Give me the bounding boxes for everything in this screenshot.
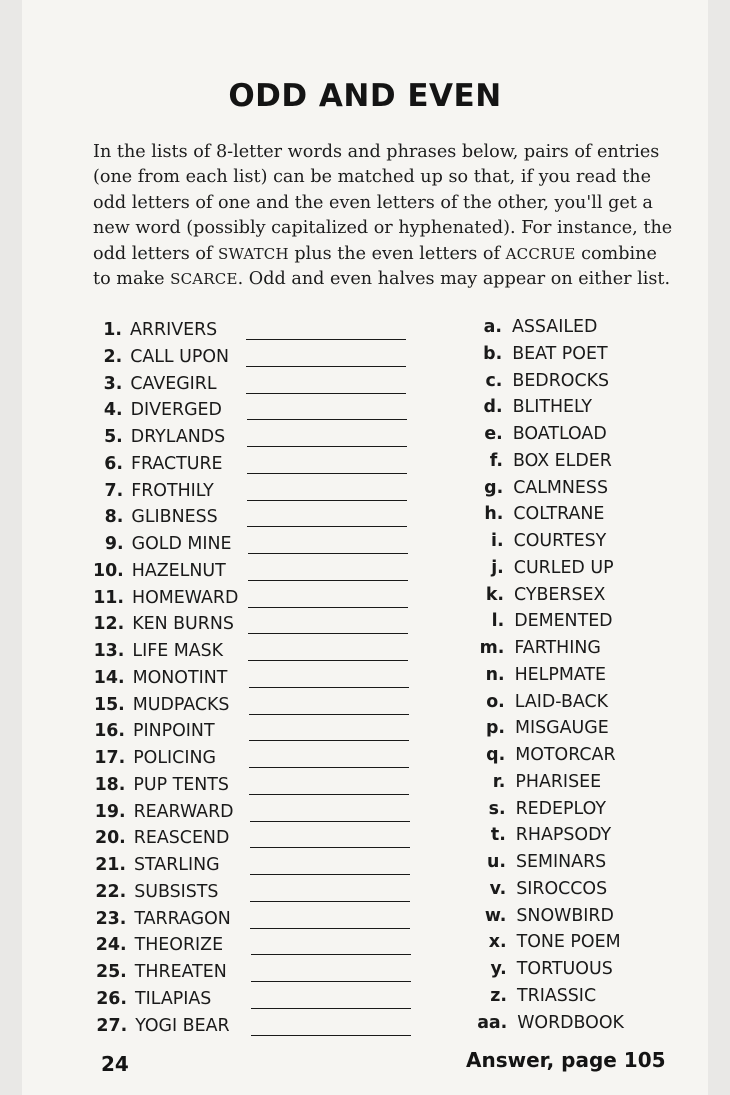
intro-line [93, 267, 671, 292]
item-letter: r. [492, 771, 506, 792]
item-word: THEORIZE [134, 935, 224, 956]
item-word: MISGAUGE [515, 718, 609, 739]
item-word: REARWARD [133, 801, 234, 822]
item-letter: m. [479, 638, 505, 658]
left-list-item [85, 668, 425, 694]
right-list-item [475, 772, 675, 798]
item-word: STARLING [134, 855, 220, 875]
item-number: 27. [96, 1015, 128, 1036]
left-list-item [87, 962, 427, 988]
item-letter: e. [484, 424, 503, 444]
item-letter: v. [489, 878, 507, 899]
example-word: ACCRUE [505, 244, 576, 263]
item-number: 19. [94, 801, 126, 822]
right-list-item [473, 478, 673, 504]
item-word: LAID-BACK [514, 691, 609, 712]
left-list-item [85, 775, 425, 801]
right-list-item [474, 638, 674, 664]
left-list-item [83, 400, 423, 426]
item-number: 26. [96, 988, 127, 1009]
intro-line: odd letters of one and the even letters of the other, you'll get a [93, 192, 653, 213]
item-letter: n. [485, 664, 505, 685]
intro-line: (one from each list) can be matched up so that, if you read the [93, 167, 652, 188]
answer-blank[interactable] [246, 339, 406, 340]
left-list-item [82, 347, 422, 373]
right-list-item [476, 906, 676, 932]
intro-text: . Odd and even halves may appear on either list. [237, 269, 671, 290]
item-number: 10. [92, 560, 124, 581]
item-word: REDEPLOY [515, 798, 606, 819]
answer-blank[interactable] [247, 473, 407, 474]
right-list-item [472, 371, 672, 397]
item-word: CALMNESS [513, 477, 608, 498]
item-number: 5. [104, 427, 123, 447]
left-list-item [82, 374, 422, 400]
left-list-item [87, 989, 427, 1015]
item-letter: l. [491, 611, 505, 632]
answer-blank[interactable] [251, 954, 411, 955]
item-number: 12. [93, 614, 125, 635]
item-word: CALL UPON [130, 346, 230, 367]
answer-blank[interactable] [251, 1035, 411, 1036]
item-word: ARRIVERS [130, 320, 218, 340]
item-number: 2. [103, 346, 123, 367]
left-list-item [84, 614, 424, 640]
item-word: SEMINARS [516, 852, 607, 872]
item-letter: g. [484, 477, 504, 498]
right-list-item [476, 852, 676, 878]
right-list-item [477, 986, 677, 1012]
answer-blank[interactable] [250, 928, 410, 929]
answer-blank[interactable] [251, 1008, 411, 1009]
item-word: GOLD MINE [131, 534, 232, 554]
page-number: 24 [101, 1052, 129, 1076]
item-letter: i. [491, 531, 504, 551]
item-word: FROTHILY [131, 480, 214, 501]
right-list-item [472, 317, 672, 343]
left-list-item [84, 588, 424, 614]
right-list-item [474, 585, 674, 611]
item-word: YOGI BEAR [135, 1015, 230, 1036]
item-word: SIROCCOS [516, 878, 608, 899]
item-number: 7. [104, 480, 124, 501]
answer-blank[interactable] [248, 607, 408, 608]
answer-blank[interactable] [250, 821, 410, 822]
item-word: SUBSISTS [134, 881, 219, 902]
item-letter: p. [485, 718, 505, 739]
item-word: PUP TENTS [133, 774, 229, 795]
answer-blank[interactable] [246, 393, 406, 394]
left-list-item [84, 641, 424, 667]
item-word: BLITHELY [512, 397, 593, 418]
answer-blank[interactable] [247, 419, 407, 420]
right-list-item [476, 879, 676, 905]
item-letter: a. [483, 317, 502, 337]
right-list-item [477, 1013, 677, 1039]
item-word: DRYLANDS [130, 427, 226, 447]
item-word: ASSAILED [512, 317, 598, 337]
intro-line: In the lists of 8-letter words and phrases below, pairs of entries [93, 142, 660, 162]
answer-blank[interactable] [250, 847, 410, 848]
item-number: 20. [94, 828, 126, 849]
item-word: CYBERSEX [514, 584, 606, 605]
item-word: LIFE MASK [132, 641, 224, 661]
item-number: 23. [95, 908, 127, 929]
right-list-item [477, 959, 677, 985]
left-list-item [85, 721, 425, 747]
left-list-item [83, 481, 423, 507]
item-letter: x. [488, 932, 507, 953]
item-word: PINPOINT [133, 721, 215, 742]
answer-blank[interactable] [249, 794, 409, 795]
item-number: 16. [94, 721, 125, 742]
item-letter: aa. [477, 1012, 508, 1033]
right-list-item [473, 451, 673, 477]
answer-blank[interactable] [248, 660, 408, 661]
item-word: HAZELNUT [131, 560, 226, 581]
item-word: HELPMATE [514, 664, 606, 685]
left-list-item [86, 828, 426, 854]
item-word: CURLED UP [513, 557, 614, 578]
intro-text: plus the even letters of [288, 243, 506, 264]
item-word: TILAPIAS [135, 988, 212, 1009]
answer-blank[interactable] [250, 901, 410, 902]
item-number: 15. [93, 694, 125, 715]
right-list-item [473, 397, 673, 423]
example-word: SWATCH [218, 244, 289, 263]
answer-blank[interactable] [248, 580, 408, 581]
right-list-item [475, 745, 675, 771]
item-letter: c. [485, 370, 503, 391]
intro-text: to make [93, 269, 171, 290]
item-word: FARTHING [514, 638, 601, 658]
item-word: SNOWBIRD [516, 905, 614, 926]
left-list-item [85, 695, 425, 721]
right-list-item [474, 558, 674, 584]
item-number: 6. [104, 453, 123, 474]
right-list-item [476, 825, 676, 851]
item-word: TONE POEM [516, 932, 621, 953]
item-letter: o. [486, 691, 505, 712]
answer-blank[interactable] [249, 714, 409, 715]
answer-reference: Answer, page 105 [466, 1048, 666, 1072]
answer-blank[interactable] [249, 740, 409, 741]
item-letter: j. [491, 557, 504, 578]
left-list-item [82, 320, 422, 346]
item-number: 21. [95, 855, 126, 875]
answer-blank[interactable] [246, 366, 406, 367]
instructions-paragraph [93, 140, 673, 292]
item-word: MONOTINT [132, 667, 228, 688]
item-letter: h. [484, 504, 504, 525]
answer-blank[interactable] [251, 981, 411, 982]
answer-blank[interactable] [248, 633, 408, 634]
answer-blank[interactable] [247, 500, 407, 501]
item-word: DEMENTED [514, 611, 613, 632]
item-number: 13. [93, 641, 125, 661]
intro-text: odd letters of [93, 243, 219, 264]
item-letter: b. [483, 343, 503, 364]
right-list-item [477, 932, 677, 958]
item-word: MUDPACKS [132, 694, 230, 715]
item-word: TORTUOUS [516, 959, 613, 979]
item-number: 22. [95, 881, 127, 902]
item-word: FRACTURE [131, 453, 223, 474]
left-list-item [83, 507, 423, 533]
item-word: BEDROCKS [512, 370, 610, 391]
item-word: HOMEWARD [132, 587, 239, 608]
item-word: BOATLOAD [512, 424, 607, 444]
item-number: 1. [103, 320, 122, 340]
answer-blank[interactable] [248, 553, 408, 554]
item-number: 3. [103, 373, 123, 394]
item-number: 14. [93, 667, 125, 688]
left-list-item [86, 855, 426, 881]
answer-blank[interactable] [247, 446, 407, 447]
right-list-item [474, 531, 674, 557]
item-word: COURTESY [513, 531, 607, 551]
intro-line: new word (possibly capitalized or hyphenated). For instance, the [93, 218, 673, 239]
right-list-item [474, 611, 674, 637]
intro-line [93, 242, 657, 267]
item-letter: s. [488, 798, 506, 819]
item-word: TRIASSIC [517, 985, 597, 1006]
item-word: MOTORCAR [515, 745, 616, 765]
item-number: 25. [95, 962, 127, 982]
left-list-item [87, 1016, 427, 1042]
right-list-item [476, 799, 676, 825]
left-list-item [86, 909, 426, 935]
item-letter: k. [485, 584, 504, 605]
item-number: 17. [94, 748, 126, 768]
item-number: 4. [103, 400, 123, 421]
left-list-item [83, 454, 423, 480]
item-word: WORDBOOK [517, 1012, 624, 1033]
item-letter: f. [489, 450, 503, 471]
item-number: 24. [95, 935, 127, 956]
item-word: DIVERGED [130, 400, 222, 421]
right-list-item [473, 504, 673, 530]
example-word: SCARCE [170, 270, 238, 289]
item-word: RHAPSODY [515, 825, 612, 846]
right-list-item [475, 692, 675, 718]
item-number: 18. [94, 774, 126, 795]
item-word: TARRAGON [134, 908, 231, 929]
item-word: PHARISEE [515, 771, 602, 792]
right-list-item [475, 665, 675, 691]
answer-blank[interactable] [247, 526, 407, 527]
right-list-item [472, 344, 672, 370]
right-list-item [475, 718, 675, 744]
item-letter: w. [484, 905, 507, 926]
left-list-item [83, 427, 423, 453]
item-word: CAVEGIRL [130, 373, 217, 394]
left-list-item [87, 935, 427, 961]
item-letter: u. [487, 852, 506, 872]
item-word: THREATEN [134, 962, 227, 982]
item-word: GLIBNESS [131, 507, 218, 528]
left-list-item [85, 748, 425, 774]
right-list-item [473, 424, 673, 450]
item-word: KEN BURNS [132, 614, 234, 635]
item-letter: z. [490, 985, 507, 1006]
item-number: 8. [104, 507, 124, 528]
left-list-item [84, 561, 424, 587]
page-title: ODD AND EVEN [228, 78, 502, 114]
answer-blank[interactable] [249, 767, 409, 768]
item-number: 9. [104, 534, 124, 554]
left-list-item [84, 534, 424, 560]
item-letter: q. [486, 745, 506, 765]
item-word: COLTRANE [513, 504, 605, 525]
item-letter: y. [490, 959, 507, 979]
item-word: BOX ELDER [513, 450, 612, 471]
answer-blank[interactable] [250, 874, 410, 875]
left-list-item [86, 882, 426, 908]
intro-text: combine [575, 243, 657, 264]
item-number: 11. [93, 587, 124, 608]
answer-blank[interactable] [249, 687, 409, 688]
item-word: BEAT POET [512, 343, 608, 364]
left-list-item [86, 802, 426, 828]
item-letter: t. [490, 825, 506, 846]
item-word: POLICING [133, 748, 216, 768]
item-word: REASCEND [133, 828, 230, 849]
item-letter: d. [483, 397, 503, 418]
